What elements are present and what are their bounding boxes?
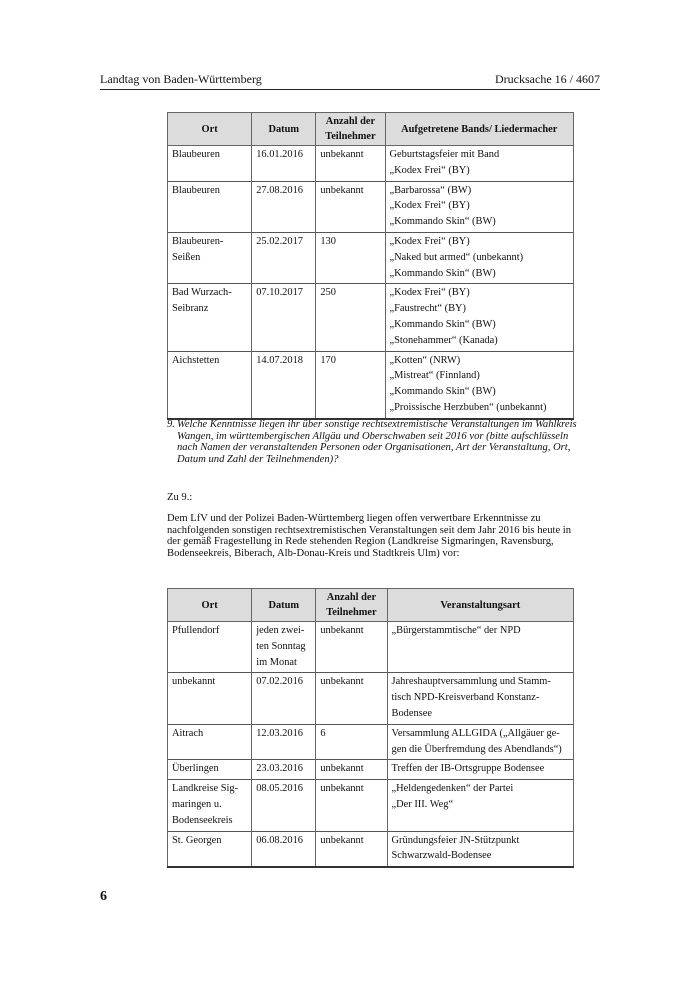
cell-bands	[385, 351, 573, 419]
cell-anzahl: 170	[316, 351, 385, 419]
art-line: gen die Überfremdung des Abendlands“)	[391, 743, 562, 755]
cell-ort: Überlingen	[168, 760, 252, 780]
table-row	[168, 831, 574, 867]
table-row	[168, 760, 574, 780]
table-row	[168, 673, 574, 724]
table-row	[168, 232, 574, 283]
cell-art	[387, 780, 573, 831]
header-title: Landtag von Baden-Württemberg	[100, 72, 262, 86]
cell-art	[387, 724, 573, 760]
answer-text: Dem LfV und der Polizei Baden-Württemberg liegen offen verwertbare Erkenntnisse zu nachfolgenden sonstigen rechtsextremistischen Veranstaltungen seit dem Jahr 2016 bis heute in der gemäß Fragestellung in Rede stehenden Region (Landkreise Sigmaringen, Ravensburg, Bodenseekreis, Biberach, Alb-Donau-Kreis und Stadtkreis Ulm) vor:	[167, 513, 572, 559]
cell-anzahl: unbekannt	[316, 146, 385, 182]
question-text: Welche Kenntnisse liegen ihr über sonstige rechtsextremistische Veranstaltungen im Wahlkreis Wangen, im württembergischen Allgäu und Oberschwaben seit 2016 vor (bitte aufschlüsseln nach Namen der veranstaltenden Personen oder Organisationen, Art der Veranstaltung, Ort, Datum und Zahl der Teilnehmenden)?	[177, 419, 577, 465]
col-header-ort: Ort	[168, 589, 252, 622]
art-line: Schwarzwald-Bodensee	[391, 850, 492, 862]
band-line: „Kommando Skin“ (BW)	[389, 386, 496, 398]
art-line: Bodensee	[391, 707, 432, 719]
art-line: Gründungsfeier JN-Stützpunkt	[391, 834, 520, 846]
cell-ort	[168, 284, 252, 351]
art-line: „Heldengedenken“ der Partei	[391, 783, 514, 795]
col-header-ort: Ort	[168, 113, 252, 146]
cell-bands	[385, 284, 573, 351]
page-number: 6	[100, 889, 107, 904]
band-line: „Kodex Frei“ (BY)	[389, 200, 470, 212]
cell-art	[387, 622, 573, 673]
band-line: „Kotten“ (NRW)	[389, 354, 461, 366]
cell-datum: 08.05.2016	[252, 780, 316, 831]
cell-ort: Blaubeuren	[168, 181, 252, 232]
band-line: „Kommando Skin“ (BW)	[389, 318, 496, 330]
cell-anzahl: unbekannt	[316, 831, 387, 867]
cell-bands	[385, 146, 573, 182]
cell-ort	[168, 232, 252, 283]
band-line: „Proissische Herzbuben“ (unbekannt)	[389, 401, 547, 413]
band-line: Geburtstagsfeier mit Band	[389, 149, 500, 160]
cell-bands	[385, 232, 573, 283]
ort-line: Seibranz	[172, 303, 209, 315]
cell-ort: unbekannt	[168, 673, 252, 724]
ort-line: maringen u.	[172, 798, 222, 810]
cell-datum: 25.02.2017	[252, 232, 316, 283]
answer-heading: Zu 9.:	[167, 492, 193, 503]
page-header	[100, 72, 600, 90]
ort-line: Bad Wurzach-	[172, 287, 232, 299]
datum-line: jeden zwei-	[256, 625, 305, 636]
col-header-veranstaltungsart: Veranstaltungsart	[387, 589, 573, 622]
ort-line: Seißen	[172, 251, 201, 263]
cell-anzahl: 130	[316, 232, 385, 283]
ort-line: Bodenseekreis	[172, 814, 233, 826]
cell-art	[387, 760, 573, 780]
question-number: 9.	[167, 419, 175, 430]
cell-anzahl: unbekannt	[316, 181, 385, 232]
bands-table	[167, 112, 574, 420]
band-line: „Kodex Frei“ (BY)	[389, 287, 470, 299]
cell-datum: 07.02.2016	[252, 673, 316, 724]
table-row	[168, 146, 574, 182]
cell-ort: Blaubeuren	[168, 146, 252, 182]
cell-anzahl: 6	[316, 724, 387, 760]
cell-datum	[252, 622, 316, 673]
cell-art	[387, 673, 573, 724]
cell-datum: 07.10.2017	[252, 284, 316, 351]
cell-ort: Aichstetten	[168, 351, 252, 419]
events-table	[167, 588, 574, 868]
cell-ort: Aitrach	[168, 724, 252, 760]
cell-anzahl: 250	[316, 284, 385, 351]
art-line: Treffen der IB-Ortsgruppe Bodensee	[391, 763, 545, 775]
ort-line: Landkreise Sig-	[172, 783, 239, 795]
cell-anzahl: unbekannt	[316, 673, 387, 724]
datum-line: ten Sonntag	[256, 640, 306, 652]
cell-datum: 06.08.2016	[252, 831, 316, 867]
art-line: tisch NPD-Kreisverband Konstanz-	[391, 692, 540, 704]
cell-datum: 23.03.2016	[252, 760, 316, 780]
ort-line: Blaubeuren-	[172, 235, 224, 247]
cell-datum: 12.03.2016	[252, 724, 316, 760]
cell-bands	[385, 181, 573, 232]
col-header-anzahl: Anzahl der Teilnehmer	[316, 113, 385, 146]
table-row	[168, 181, 574, 232]
band-line: „Naked but armed“ (unbekannt)	[389, 251, 524, 263]
cell-ort: Pfullendorf	[168, 622, 252, 673]
band-line: „Barbarossa“ (BW)	[389, 184, 472, 196]
col-header-anzahl: Anzahl der Teilnehmer	[316, 589, 387, 622]
document-number: Drucksache 16 / 4607	[495, 72, 600, 86]
art-line: „Der III. Weg“	[391, 798, 454, 810]
band-line: „Kommando Skin“ (BW)	[389, 216, 496, 228]
art-line: Jahreshauptversammlung und Stamm-	[391, 676, 551, 688]
col-header-datum: Datum	[252, 113, 316, 146]
cell-art	[387, 831, 573, 867]
art-line: „Bürgerstammtische“ der NPD	[391, 625, 521, 636]
band-line: „Faustrecht“ (BY)	[389, 303, 466, 315]
band-line: „Stonehammer“ (Kanada)	[389, 334, 498, 346]
cell-datum: 14.07.2018	[252, 351, 316, 419]
datum-line: im Monat	[256, 656, 297, 668]
art-line: Versammlung ALLGIDA („Allgäuer ge-	[391, 727, 560, 739]
cell-ort: St. Georgen	[168, 831, 252, 867]
cell-anzahl: unbekannt	[316, 622, 387, 673]
table-row	[168, 780, 574, 831]
table-row	[168, 284, 574, 351]
band-line: „Kommando Skin“ (BW)	[389, 267, 496, 279]
table-row	[168, 724, 574, 760]
band-line: „Mistreat“ (Finnland)	[389, 370, 480, 382]
band-line: „Kodex Frei“ (BY)	[389, 164, 470, 176]
question-9	[167, 419, 579, 465]
cell-ort	[168, 780, 252, 831]
band-line: „Kodex Frei“ (BY)	[389, 235, 470, 247]
cell-datum: 27.08.2016	[252, 181, 316, 232]
col-header-bands: Aufgetretene Bands/ Liedermacher	[385, 113, 573, 146]
cell-datum: 16.01.2016	[252, 146, 316, 182]
cell-anzahl: unbekannt	[316, 760, 387, 780]
table-row	[168, 622, 574, 673]
col-header-datum: Datum	[252, 589, 316, 622]
cell-anzahl: unbekannt	[316, 780, 387, 831]
table-row	[168, 351, 574, 419]
